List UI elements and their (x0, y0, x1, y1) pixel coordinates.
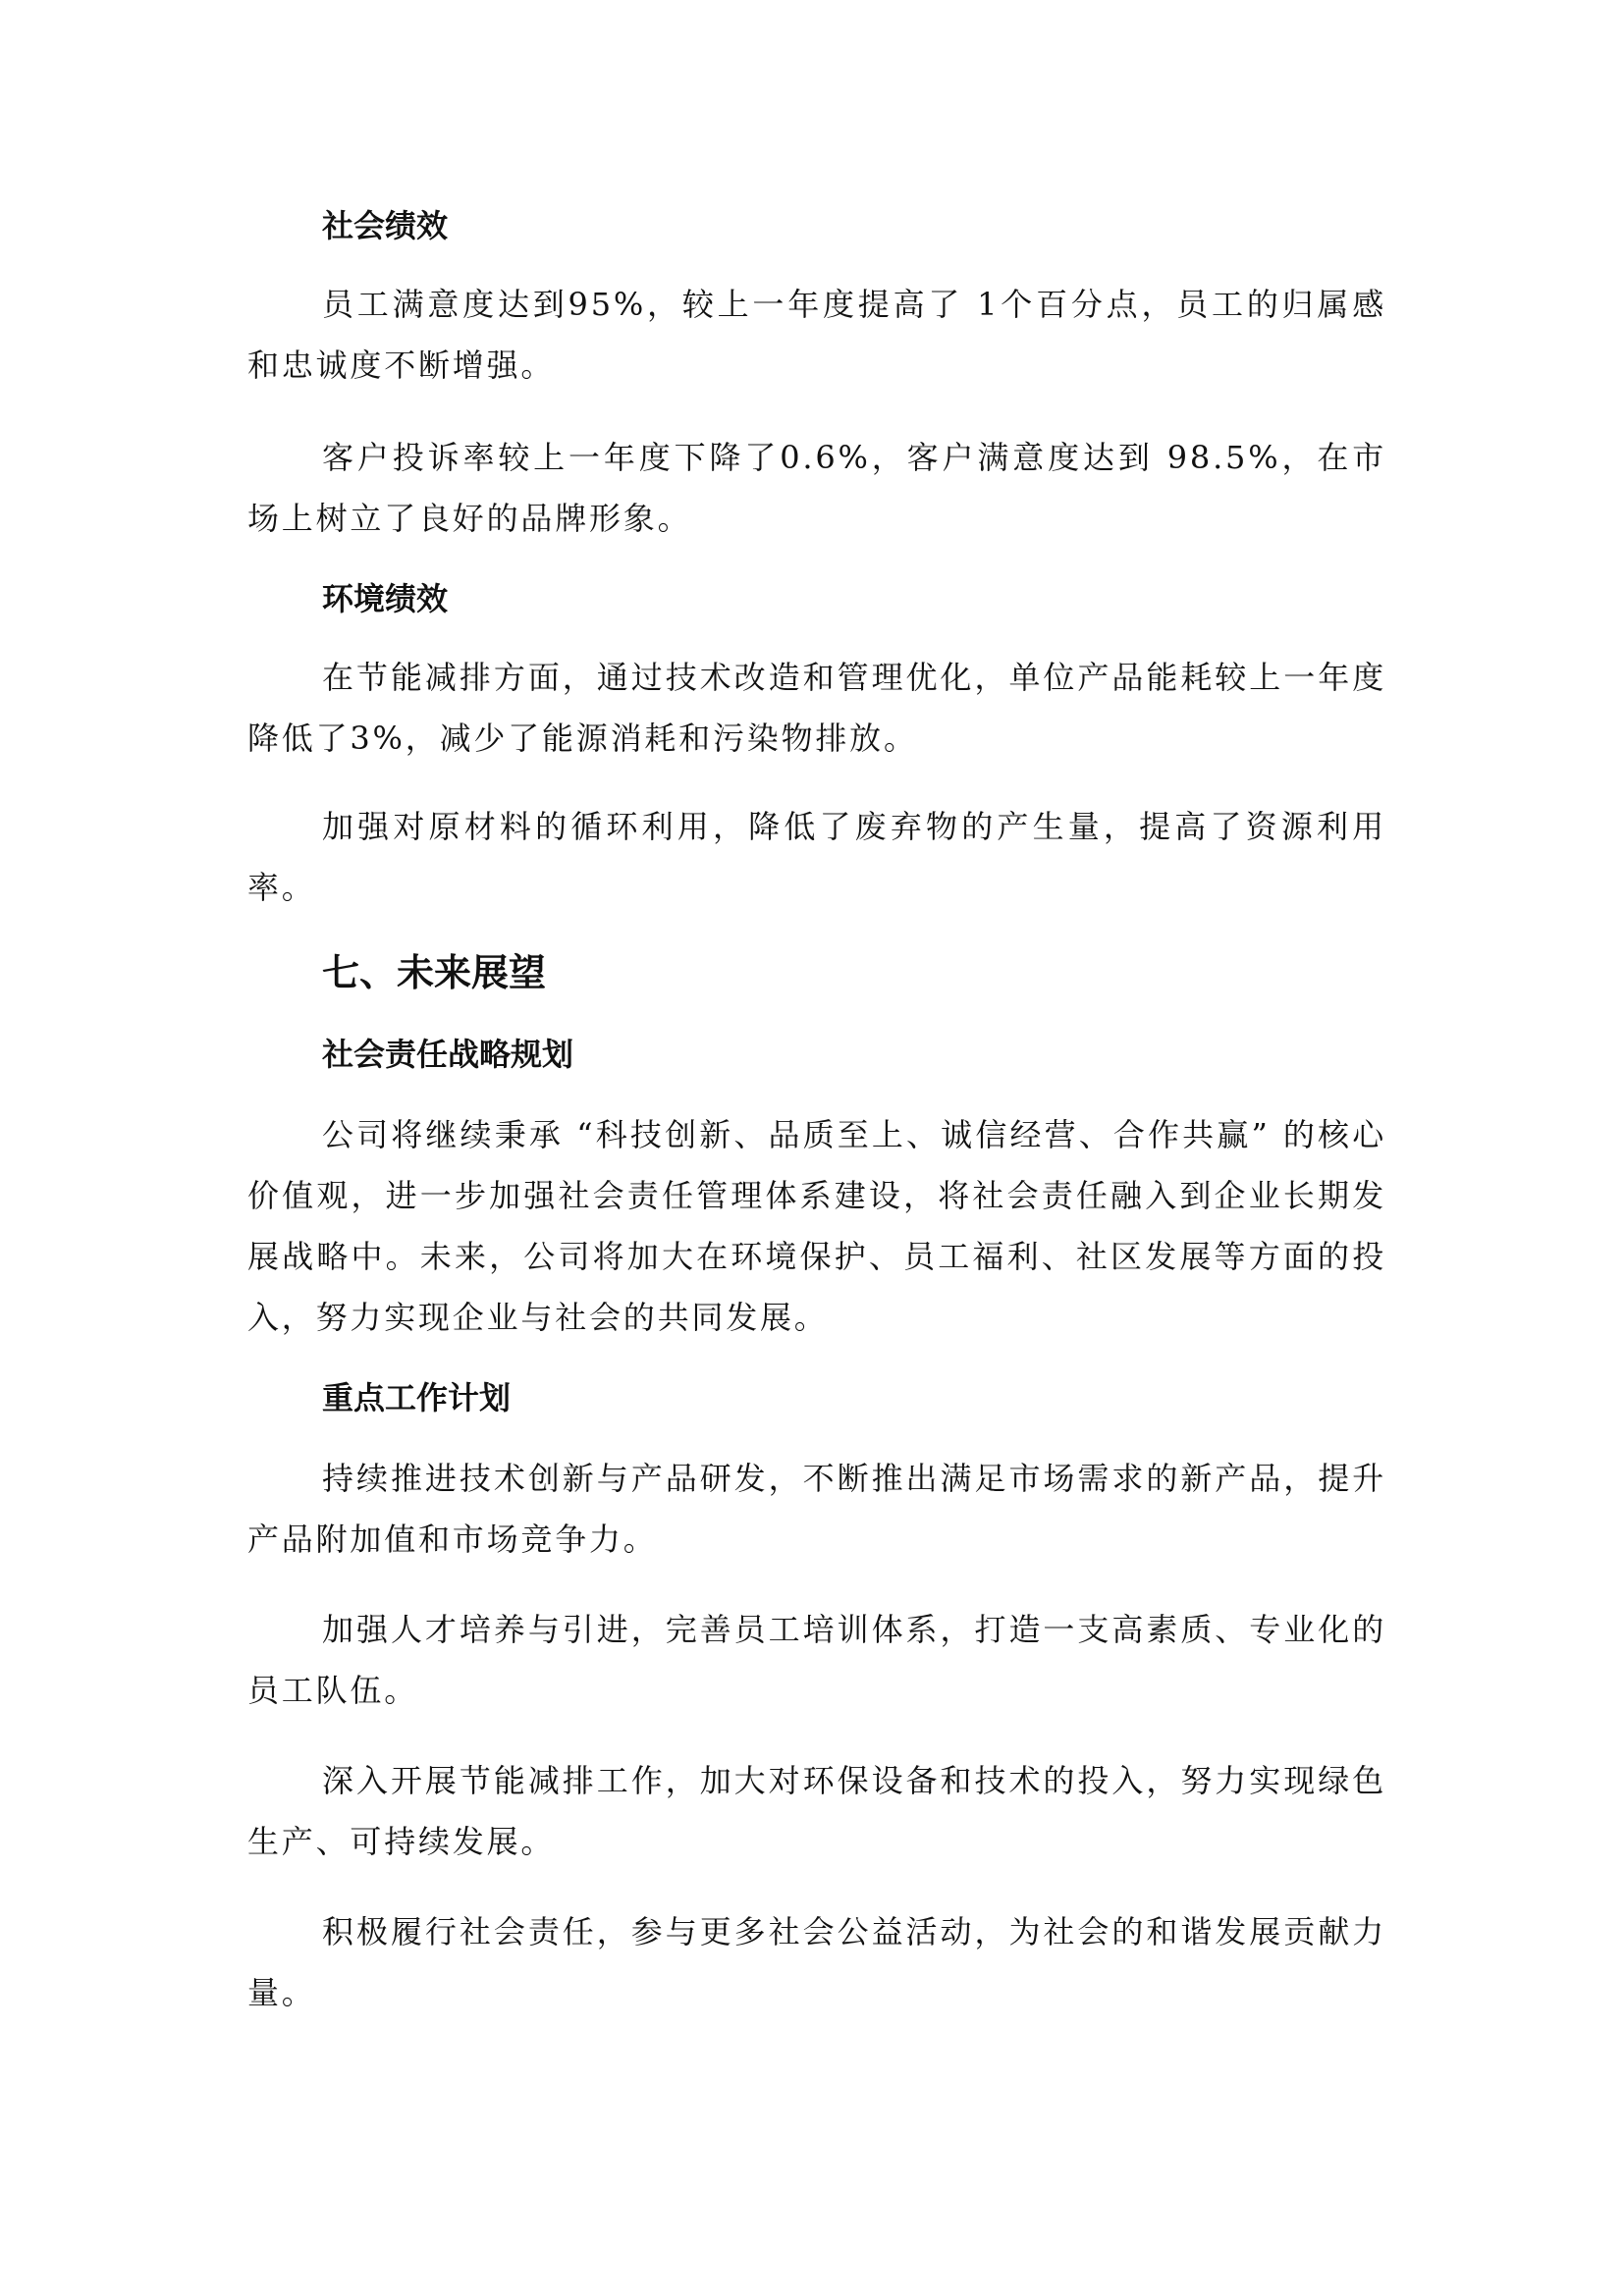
section-title-future-outlook: 七、未来展望 (322, 951, 547, 994)
paragraph-employee-satisfaction: 员工满意度达到95%，较上一年度提高了 1个百分点，员工的归属感和忠诚度不断增强。 (247, 286, 1386, 384)
paragraph-tech-innovation: 持续推进技术创新与产品研发，不断推出满足市场需求的新产品，提升产品附加值和市场竞争力。 (247, 1460, 1386, 1558)
paragraph-energy-saving: 在节能减排方面，通过技术改造和管理优化，单位产品能耗较上一年度降低了3%，减少了能源消耗和污染物排放。 (247, 659, 1386, 757)
heading-strategy-planning: 社会责任战略规划 (322, 1036, 574, 1073)
paragraph-material-recycling: 加强对原材料的循环利用，降低了废弃物的产生量，提高了资源利用率。 (247, 808, 1386, 906)
heading-key-work-plans: 重点工作计划 (322, 1379, 512, 1416)
page-content (247, 201, 1386, 2023)
paragraph-customer-complaints: 客户投诉率较上一年度下降了0.6%，客户满意度达到 98.5%，在市场上树立了良好的品牌形象。 (247, 439, 1386, 537)
paragraph-green-production: 深入开展节能减排工作，加大对环保设备和技术的投入，努力实现绿色生产、可持续发展。 (247, 1762, 1386, 1860)
paragraph-social-welfare: 积极履行社会责任，参与更多社会公益活动，为社会的和谐发展贡献力量。 (247, 1913, 1386, 2011)
heading-environmental-performance: 环境绩效 (322, 580, 449, 617)
heading-social-performance: 社会绩效 (322, 207, 449, 244)
paragraph-talent-training: 加强人才培养与引进，完善员工培训体系，打造一支高素质、专业化的员工队伍。 (247, 1611, 1386, 1709)
paragraph-core-values: 公司将继续秉承 “科技创新、品质至上、诚信经营、合作共赢” 的核心价值观，进一步加强社会责任管理体系建设，将社会责任融入到企业长期发展战略中。未来，公司将加大在环境保护、员工福利、社区发展等方面的投入，努力实现企业与社会的共同发展。 (247, 1116, 1386, 1336)
